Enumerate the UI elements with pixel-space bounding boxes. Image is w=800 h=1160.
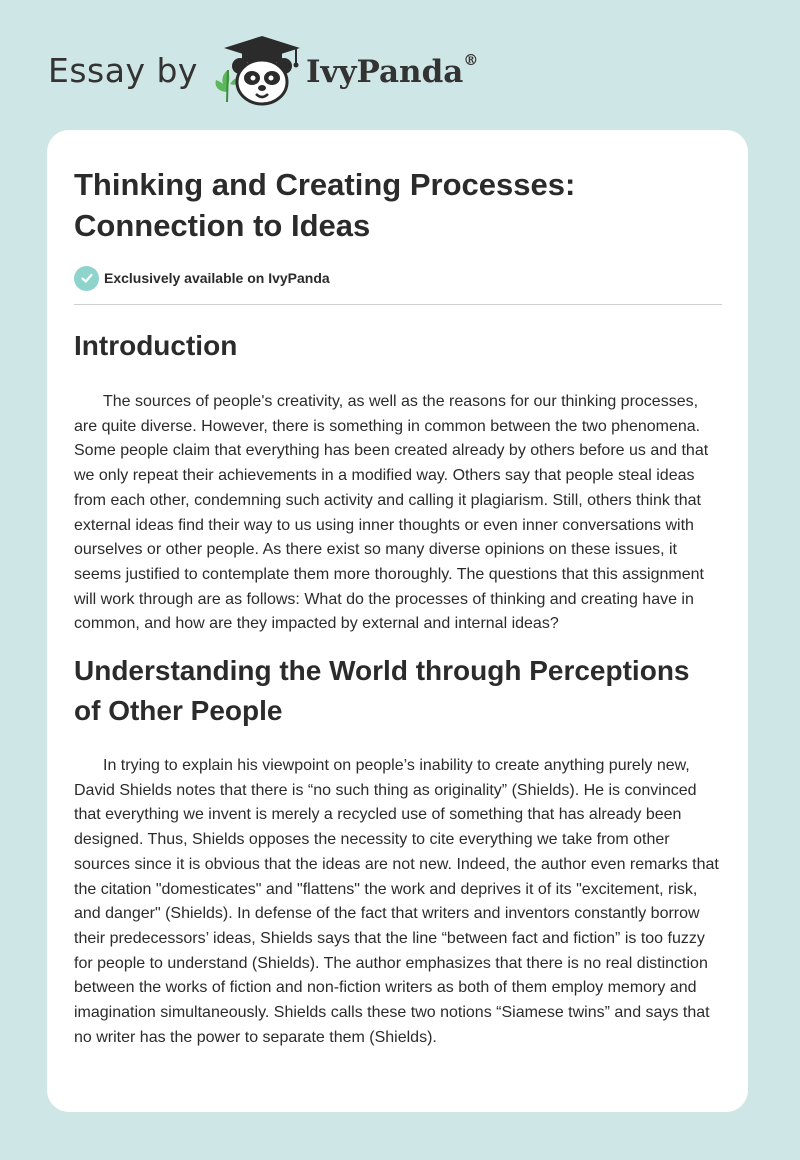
section-paragraph: The sources of people's creativity, as well as the reasons for our thinking processes, are quite diverse. However, there is something in common between the two phenomena. Some people claim that everything has been created already by others before us and that we only repeat their achievements in a modified way. Others say that people steal ideas from each other, condemning such activity and calling it plagiarism. Still, others think that external ideas find their way to us using inner thoughts or even inner conversations with ourselves or other people. As there exist so many diverse opinions on these issues, it seems justified to contemplate them more thoroughly. The questions that this assignment will work through are as follows: What do the processes of thinking and creating have in common, and how are they impacted by external and internal ideas? [74, 393, 709, 633]
brand-name[interactable] [305, 50, 479, 90]
section-heading: Introduction [74, 330, 238, 361]
exclusive-badge [74, 264, 722, 292]
essay-title: Thinking and Creating Processes: Connection to Ideas [74, 167, 576, 243]
exclusive-text: Exclusively available on IvyPanda [104, 270, 330, 286]
essay-by-label: Essay by [48, 50, 198, 90]
brand-text: IvyPanda [305, 54, 464, 90]
section-introduction [74, 326, 722, 637]
registered-mark: ® [463, 50, 479, 69]
panda-logo-icon[interactable] [212, 30, 304, 110]
section-paragraph: In trying to explain his viewpoint on people’s inability to create anything purely new, David Shields notes that there is “no such thing as originality” (Shields). He is convinced that everything we invent is merely a recycled use of something that has already been designed. Thus, Shields opposes the necessity to cite everything we take from other sources since it is obvious that the ideas are not new. Indeed, the author even remarks that the citation "domesticates" and "flattens" the work and deprives it of its "excitement, risk, and danger" (Shields). In defense of the fact that writers and inventors constantly borrow their predecessors’ ideas, Shields says that the line “between fact and fiction” is too fuzzy for people to understand (Shields). The author emphasizes that there is no real distinction between the works of fiction and non-fiction writers as both of them employ memory and imagination simultaneously. Shields calls these two notions “Siamese twins” and says that no writer has the power to separate them (Shields). [74, 757, 719, 1046]
section-understanding-the-world [74, 651, 722, 1050]
section-heading: Understanding the World through Perceptions of Other People [74, 655, 690, 727]
check-circle-icon [74, 266, 99, 291]
essay-card [47, 130, 748, 1112]
divider [74, 304, 722, 305]
site-header [48, 30, 478, 110]
